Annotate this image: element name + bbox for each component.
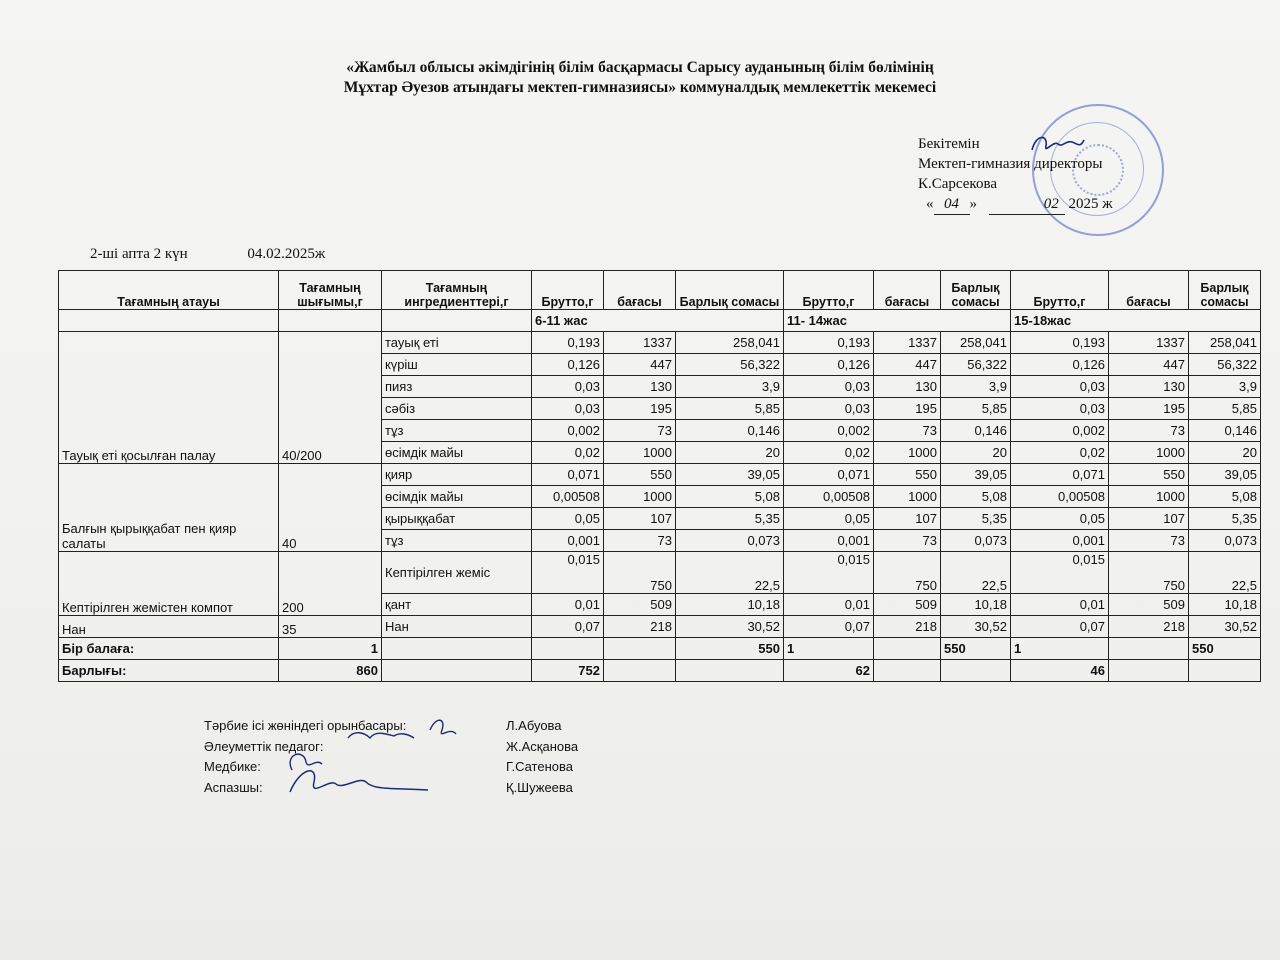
- price-value: 130: [1109, 376, 1189, 398]
- total-value: 10,18: [941, 594, 1011, 616]
- price-value: 1337: [874, 332, 941, 354]
- col-gross-3: Брутто,г: [1011, 271, 1109, 310]
- total-value: 0,146: [1189, 420, 1261, 442]
- ingredient-name: пияз: [382, 376, 532, 398]
- age-group-1: 6-11 жас: [532, 310, 784, 332]
- totals-gross-3: 46: [1011, 660, 1109, 682]
- price-value: 218: [1109, 616, 1189, 638]
- gross-value: 0,03: [784, 376, 874, 398]
- gross-value: 0,193: [1011, 332, 1109, 354]
- total-value: 5,35: [676, 508, 784, 530]
- dish-name: Кептірілген жемістен компот: [59, 552, 279, 616]
- price-value: 195: [604, 398, 676, 420]
- gross-value: 0,05: [784, 508, 874, 530]
- empty-cell: [532, 638, 604, 660]
- director-position: Мектеп-гимназия директоры: [918, 156, 1103, 172]
- dish-name: Тауық еті қосылған палау: [59, 332, 279, 464]
- col-total-2: Барлық сомасы: [941, 271, 1011, 310]
- gross-value: 0,03: [532, 398, 604, 420]
- gross-value: 0,07: [532, 616, 604, 638]
- gross-value: 0,01: [784, 594, 874, 616]
- gross-value: 0,071: [784, 464, 874, 486]
- ingredient-name: өсімдік майы: [382, 486, 532, 508]
- date-close-quote: »: [969, 196, 977, 212]
- gross-value: 0,193: [784, 332, 874, 354]
- total-value: 5,85: [1189, 398, 1261, 420]
- price-value: 73: [1109, 420, 1189, 442]
- price-value: 1000: [1109, 442, 1189, 464]
- ingredient-name: қырыққабат: [382, 508, 532, 530]
- empty-cell: [1189, 660, 1261, 682]
- gross-value: 0,02: [532, 442, 604, 464]
- menu-table-body: [59, 271, 1261, 682]
- total-value: 30,52: [1189, 616, 1261, 638]
- totals-yield: 860: [279, 660, 382, 682]
- per-child-total-1: 550: [676, 638, 784, 660]
- signature-role: Тәрбие ісі жөніндегі орынбасары:: [204, 718, 407, 733]
- col-price-3: бағасы: [1109, 271, 1189, 310]
- signature-role: Аспазшы:: [204, 779, 263, 795]
- total-value: 20: [676, 442, 784, 464]
- gross-value: 0,01: [532, 594, 604, 616]
- empty-cell: [874, 660, 941, 682]
- total-value: 258,041: [941, 332, 1011, 354]
- ingredient-name: тұз: [382, 530, 532, 552]
- empty-cell: [874, 638, 941, 660]
- age-group-2: 11- 14жас: [784, 310, 1011, 332]
- price-value: 447: [874, 354, 941, 376]
- gross-value: 0,071: [1011, 464, 1109, 486]
- price-value: 1000: [874, 442, 941, 464]
- price-value: 107: [874, 508, 941, 530]
- gross-value: 0,03: [532, 376, 604, 398]
- gross-value: 0,00508: [1011, 486, 1109, 508]
- signature-name: Г.Сатенова: [506, 759, 573, 774]
- totals-label: Барлығы:: [59, 660, 279, 682]
- signature-role: Әлеуметтік педагог:: [204, 738, 324, 754]
- totals-row: [59, 660, 1261, 682]
- col-total-3: Барлық сомасы: [1189, 271, 1261, 310]
- total-value: 56,322: [676, 354, 784, 376]
- col-yield: Тағамның шығымы,г: [279, 271, 382, 310]
- price-value: 195: [874, 398, 941, 420]
- dish-yield: 35: [279, 616, 382, 638]
- total-value: 22,5: [676, 552, 784, 594]
- date-month: 02: [989, 194, 1065, 215]
- total-value: 258,041: [676, 332, 784, 354]
- gross-value: 0,015: [1011, 552, 1109, 594]
- age-group-3: 15-18жас: [1011, 310, 1261, 332]
- ingredient-name: Кептірілген жеміс: [382, 552, 532, 594]
- ingredient-name: тауық еті: [382, 332, 532, 354]
- gross-value: 0,05: [532, 508, 604, 530]
- total-value: 10,18: [1189, 594, 1261, 616]
- total-value: 56,322: [941, 354, 1011, 376]
- total-value: 30,52: [941, 616, 1011, 638]
- col-ingredients: Тағамның ингредиенттері,г: [382, 271, 532, 310]
- total-value: 0,146: [676, 420, 784, 442]
- total-value: 22,5: [941, 552, 1011, 594]
- empty-cell: [604, 638, 676, 660]
- total-value: 0,073: [941, 530, 1011, 552]
- price-value: 750: [874, 552, 941, 594]
- table-row: [59, 332, 1261, 354]
- ingredient-name: тұз: [382, 420, 532, 442]
- total-value: 258,041: [1189, 332, 1261, 354]
- gross-value: 0,071: [532, 464, 604, 486]
- gross-value: 0,002: [784, 420, 874, 442]
- per-child-gross-2: 1: [784, 638, 874, 660]
- director-name: К.Сарсекова: [918, 176, 997, 192]
- header-line-1: «Жамбыл облысы әкімдігінің білім басқармасы Сарысу ауданының білім бөлімінің: [346, 59, 934, 76]
- empty-cell: [676, 660, 784, 682]
- price-value: 1000: [604, 486, 676, 508]
- ingredient-name: қант: [382, 594, 532, 616]
- ingredient-name: Нан: [382, 616, 532, 638]
- per-child-yield: 1: [279, 638, 382, 660]
- price-value: 750: [604, 552, 676, 594]
- price-value: 1337: [1109, 332, 1189, 354]
- price-value: 218: [604, 616, 676, 638]
- total-value: 5,08: [676, 486, 784, 508]
- gross-value: 0,02: [1011, 442, 1109, 464]
- total-value: 30,52: [676, 616, 784, 638]
- empty-cell: [382, 660, 532, 682]
- gross-value: 0,03: [1011, 376, 1109, 398]
- total-value: 5,35: [1189, 508, 1261, 530]
- empty-cell: [1109, 638, 1189, 660]
- price-value: 1000: [604, 442, 676, 464]
- price-value: 195: [1109, 398, 1189, 420]
- gross-value: 0,193: [532, 332, 604, 354]
- week-label: 2-ші апта 2 күн: [90, 246, 188, 262]
- gross-value: 0,03: [784, 398, 874, 420]
- gross-value: 0,05: [1011, 508, 1109, 530]
- age-group-row: [59, 310, 1261, 332]
- week-line: [90, 246, 381, 263]
- col-gross-2: Брутто,г: [784, 271, 874, 310]
- total-value: 3,9: [676, 376, 784, 398]
- signature-name: Қ.Шужеева: [506, 779, 573, 795]
- col-price-2: бағасы: [874, 271, 941, 310]
- price-value: 107: [604, 508, 676, 530]
- price-value: 509: [1109, 594, 1189, 616]
- price-value: 1337: [604, 332, 676, 354]
- dish-yield: 40: [279, 464, 382, 552]
- price-value: 73: [604, 530, 676, 552]
- approval-date: [926, 194, 1113, 215]
- table-row: [59, 616, 1261, 638]
- total-value: 39,05: [1189, 464, 1261, 486]
- gross-value: 0,00508: [532, 486, 604, 508]
- gross-value: 0,02: [784, 442, 874, 464]
- price-value: 218: [874, 616, 941, 638]
- total-value: 20: [941, 442, 1011, 464]
- gross-value: 0,126: [532, 354, 604, 376]
- per-child-gross-3: 1: [1011, 638, 1109, 660]
- total-value: 39,05: [676, 464, 784, 486]
- total-value: 22,5: [1189, 552, 1261, 594]
- gross-value: 0,001: [784, 530, 874, 552]
- price-value: 73: [604, 420, 676, 442]
- week-date: 04.02.2025ж: [247, 246, 326, 262]
- ingredient-name: өсімдік майы: [382, 442, 532, 464]
- price-value: 447: [1109, 354, 1189, 376]
- total-value: 39,05: [941, 464, 1011, 486]
- empty-cell: [1109, 660, 1189, 682]
- gross-value: 0,001: [532, 530, 604, 552]
- col-total-1: Барлық сомасы: [676, 271, 784, 310]
- menu-table: [58, 270, 1261, 682]
- signature-name: Ж.Асқанова: [506, 738, 579, 754]
- ingredient-name: қияр: [382, 464, 532, 486]
- gross-value: 0,015: [784, 552, 874, 594]
- per-child-label: Бір балаға:: [59, 638, 279, 660]
- per-child-total-3: 550: [1189, 638, 1261, 660]
- staff-signatures: [270, 708, 460, 804]
- total-value: 5,35: [941, 508, 1011, 530]
- dish-name: Нан: [59, 616, 279, 638]
- dish-yield: 40/200: [279, 332, 382, 464]
- gross-value: 0,015: [532, 552, 604, 594]
- total-value: 3,9: [1189, 376, 1261, 398]
- empty-cell: [604, 660, 676, 682]
- price-value: 550: [874, 464, 941, 486]
- gross-value: 0,002: [532, 420, 604, 442]
- dish-name: Балғын қырыққабат пен қияр салаты: [59, 464, 279, 552]
- gross-value: 0,126: [784, 354, 874, 376]
- total-value: 3,9: [941, 376, 1011, 398]
- gross-value: 0,126: [1011, 354, 1109, 376]
- approve-label: Бекітемін: [918, 136, 980, 152]
- header-line-2: Мұхтар Әуезов атындағы мектеп-гимназиясы» коммуналдық мемлекеттік мекемесі: [343, 79, 937, 96]
- signature-name: Л.Абуова: [506, 718, 562, 733]
- col-price-1: бағасы: [604, 271, 676, 310]
- total-value: 0,073: [676, 530, 784, 552]
- price-value: 509: [604, 594, 676, 616]
- total-value: 5,08: [941, 486, 1011, 508]
- gross-value: 0,001: [1011, 530, 1109, 552]
- price-value: 130: [604, 376, 676, 398]
- price-value: 130: [874, 376, 941, 398]
- per-child-row: [59, 638, 1261, 660]
- total-value: 5,08: [1189, 486, 1261, 508]
- table-row: [59, 464, 1261, 486]
- table-row: [59, 552, 1261, 594]
- total-value: 0,073: [1189, 530, 1261, 552]
- price-value: 1000: [1109, 486, 1189, 508]
- date-day: 04: [934, 194, 970, 215]
- dish-yield: 200: [279, 552, 382, 616]
- price-value: 73: [874, 530, 941, 552]
- gross-value: 0,002: [1011, 420, 1109, 442]
- total-value: 10,18: [676, 594, 784, 616]
- total-value: 0,146: [941, 420, 1011, 442]
- price-value: 1000: [874, 486, 941, 508]
- empty-cell: [941, 660, 1011, 682]
- document-header: [0, 58, 1280, 98]
- signature-role: Медбике:: [204, 759, 261, 774]
- totals-gross-2: 62: [784, 660, 874, 682]
- col-gross-1: Брутто,г: [532, 271, 604, 310]
- gross-value: 0,07: [1011, 616, 1109, 638]
- col-dish-name: Тағамның атауы: [59, 271, 279, 310]
- total-value: 20: [1189, 442, 1261, 464]
- totals-gross-1: 752: [532, 660, 604, 682]
- approval-block: [918, 134, 1113, 215]
- total-value: 56,322: [1189, 354, 1261, 376]
- total-value: 5,85: [941, 398, 1011, 420]
- gross-value: 0,01: [1011, 594, 1109, 616]
- total-value: 5,85: [676, 398, 784, 420]
- price-value: 750: [1109, 552, 1189, 594]
- table-header-row: [59, 271, 1261, 310]
- empty-cell: [382, 638, 532, 660]
- price-value: 509: [874, 594, 941, 616]
- ingredient-name: күріш: [382, 354, 532, 376]
- date-open-quote: «: [926, 196, 934, 212]
- price-value: 550: [604, 464, 676, 486]
- price-value: 550: [1109, 464, 1189, 486]
- price-value: 447: [604, 354, 676, 376]
- date-year: 2025 ж: [1068, 196, 1113, 212]
- price-value: 73: [1109, 530, 1189, 552]
- gross-value: 0,03: [1011, 398, 1109, 420]
- gross-value: 0,07: [784, 616, 874, 638]
- per-child-price-2: 550: [941, 638, 1011, 660]
- price-value: 73: [874, 420, 941, 442]
- gross-value: 0,00508: [784, 486, 874, 508]
- ingredient-name: сәбіз: [382, 398, 532, 420]
- price-value: 107: [1109, 508, 1189, 530]
